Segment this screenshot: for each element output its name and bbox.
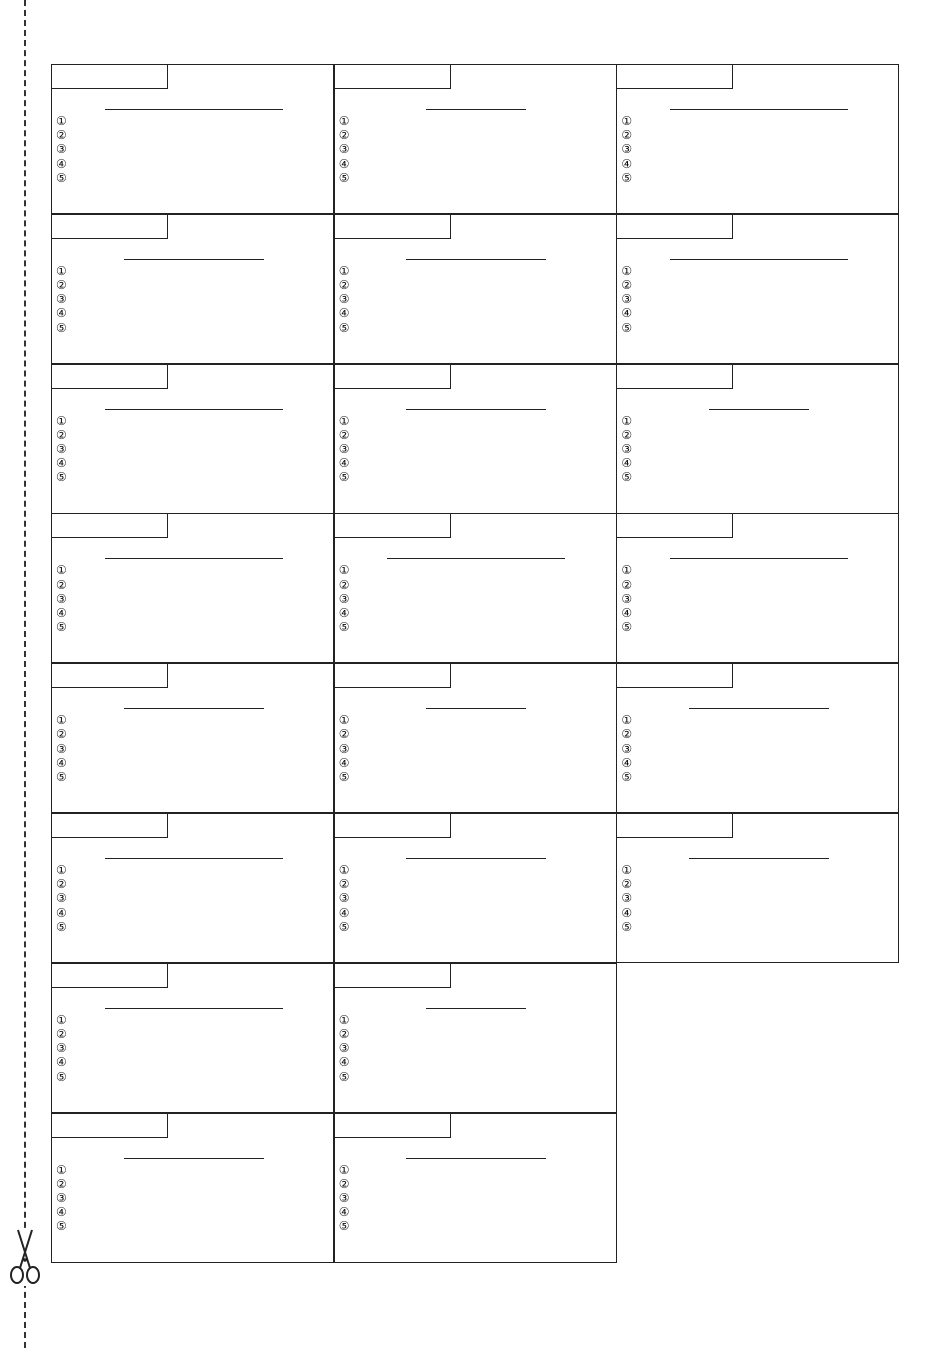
option-marker: ② xyxy=(338,128,350,143)
option-marker: ② xyxy=(338,1026,350,1041)
option-marker: ① xyxy=(56,413,67,428)
option-marker: ④ xyxy=(338,755,350,770)
option-marker: ⑤ xyxy=(621,620,633,635)
option-marker: ④ xyxy=(338,456,350,471)
title-underline xyxy=(105,409,283,410)
option-marker: ② xyxy=(338,877,350,892)
title-underline xyxy=(709,409,809,410)
title-underline xyxy=(124,259,264,260)
option-marker: ③ xyxy=(338,292,350,307)
option-marker: ④ xyxy=(56,755,67,770)
title-underline xyxy=(124,708,264,709)
answer-card xyxy=(51,513,334,663)
option-marker: ⑤ xyxy=(338,1069,350,1084)
option-marker: ⑤ xyxy=(621,170,633,185)
answer-card xyxy=(334,364,617,514)
answer-card xyxy=(51,364,334,514)
title-underline xyxy=(105,858,283,859)
number-box xyxy=(335,215,451,239)
option-marker: ② xyxy=(338,1176,350,1191)
option-marker: ① xyxy=(56,1162,67,1177)
scissors-icon xyxy=(8,1228,42,1286)
option-marker: ④ xyxy=(56,1205,67,1220)
option-marker: ② xyxy=(621,427,633,442)
option-marker: ⑤ xyxy=(621,320,633,335)
option-marker: ② xyxy=(56,1176,67,1191)
option-marker: ② xyxy=(56,877,67,892)
option-marker: ④ xyxy=(56,605,67,620)
option-marker: ④ xyxy=(621,755,633,770)
option-marker: ② xyxy=(621,877,633,892)
option-marker: ③ xyxy=(56,891,67,906)
title-underline xyxy=(406,858,546,859)
option-list xyxy=(56,1013,67,1084)
answer-card xyxy=(616,663,899,813)
option-list xyxy=(56,414,67,485)
option-marker: ③ xyxy=(56,142,67,157)
option-marker: ⑤ xyxy=(621,769,633,784)
number-box xyxy=(617,514,733,538)
number-box xyxy=(52,365,168,389)
number-box xyxy=(335,964,451,988)
option-marker: ④ xyxy=(56,156,67,171)
option-list xyxy=(621,264,632,335)
answer-card xyxy=(334,214,617,364)
title-underline xyxy=(105,1008,283,1009)
option-marker: ① xyxy=(338,1162,350,1177)
number-box xyxy=(52,664,168,688)
option-marker: ① xyxy=(56,263,67,278)
answer-card xyxy=(51,1113,334,1263)
option-marker: ⑤ xyxy=(338,470,350,485)
option-marker: ① xyxy=(338,114,350,128)
option-list xyxy=(56,114,67,185)
title-underline xyxy=(387,558,565,559)
answer-card xyxy=(51,64,334,214)
title-underline xyxy=(426,1008,526,1009)
title-underline xyxy=(426,109,526,110)
option-marker: ① xyxy=(338,863,350,877)
number-box xyxy=(52,814,168,838)
answer-card xyxy=(51,214,334,364)
answer-card-grid xyxy=(51,64,899,1262)
option-marker: ④ xyxy=(56,1055,67,1070)
option-marker: ② xyxy=(56,577,67,592)
number-box xyxy=(335,1114,451,1138)
option-marker: ③ xyxy=(338,591,350,606)
answer-card xyxy=(334,64,617,214)
option-marker: ⑤ xyxy=(56,919,67,934)
option-marker: ③ xyxy=(338,741,350,756)
option-marker: ⑤ xyxy=(621,470,633,485)
option-marker: ① xyxy=(621,263,633,278)
title-underline xyxy=(670,558,848,559)
option-list xyxy=(56,863,67,934)
option-marker: ① xyxy=(621,863,633,877)
option-marker: ⑤ xyxy=(56,1069,67,1084)
option-list xyxy=(339,713,350,784)
option-marker: ④ xyxy=(621,905,633,920)
title-underline xyxy=(670,259,848,260)
option-marker: ① xyxy=(338,713,350,728)
number-box xyxy=(52,964,168,988)
option-marker: ② xyxy=(621,727,633,742)
option-marker: ③ xyxy=(56,591,67,606)
option-marker: ② xyxy=(621,577,633,592)
number-box xyxy=(335,664,451,688)
cut-line xyxy=(24,0,26,1348)
option-marker: ③ xyxy=(56,441,67,456)
option-marker: ③ xyxy=(56,292,67,307)
option-marker: ④ xyxy=(338,905,350,920)
option-marker: ③ xyxy=(56,741,67,756)
option-list xyxy=(339,414,350,485)
title-underline xyxy=(426,708,526,709)
option-marker: ③ xyxy=(338,891,350,906)
option-marker: ① xyxy=(56,1012,67,1027)
answer-card xyxy=(616,364,899,514)
number-box xyxy=(335,65,451,89)
number-box xyxy=(335,814,451,838)
option-marker: ④ xyxy=(338,156,350,171)
title-underline xyxy=(689,708,829,709)
option-marker: ② xyxy=(338,427,350,442)
answer-card xyxy=(616,214,899,364)
answer-card xyxy=(334,663,617,813)
option-list xyxy=(339,264,350,335)
option-marker: ① xyxy=(338,1012,350,1027)
option-marker: ① xyxy=(621,563,633,578)
option-marker: ① xyxy=(56,713,67,728)
answer-card xyxy=(51,813,334,963)
option-marker: ⑤ xyxy=(56,620,67,635)
number-box xyxy=(52,65,168,89)
number-box xyxy=(52,215,168,239)
option-list xyxy=(56,264,67,335)
option-marker: ⑤ xyxy=(338,170,350,185)
option-marker: ② xyxy=(621,128,633,143)
option-marker: ③ xyxy=(338,441,350,456)
option-marker: ③ xyxy=(338,142,350,157)
answer-card xyxy=(616,813,899,963)
option-marker: ① xyxy=(56,863,67,877)
number-box xyxy=(617,65,733,89)
option-marker: ③ xyxy=(338,1041,350,1056)
option-marker: ② xyxy=(621,277,633,292)
option-marker: ③ xyxy=(56,1041,67,1056)
option-marker: ③ xyxy=(621,741,633,756)
option-marker: ⑤ xyxy=(338,769,350,784)
number-box xyxy=(335,365,451,389)
option-list xyxy=(339,1163,350,1234)
title-underline xyxy=(406,1158,546,1159)
option-list xyxy=(621,114,632,185)
answer-card xyxy=(51,963,334,1113)
option-marker: ① xyxy=(56,114,67,128)
option-list xyxy=(56,1163,67,1234)
option-marker: ① xyxy=(338,263,350,278)
option-marker: ④ xyxy=(338,306,350,321)
option-marker: ③ xyxy=(56,1190,67,1205)
option-list xyxy=(621,563,632,634)
option-marker: ① xyxy=(621,413,633,428)
option-marker: ④ xyxy=(621,456,633,471)
option-marker: ③ xyxy=(621,142,633,157)
answer-card xyxy=(334,813,617,963)
option-marker: ⑤ xyxy=(338,919,350,934)
option-marker: ③ xyxy=(621,891,633,906)
option-marker: ① xyxy=(56,563,67,578)
option-list xyxy=(339,563,350,634)
option-marker: ④ xyxy=(621,605,633,620)
title-underline xyxy=(105,558,283,559)
option-marker: ⑤ xyxy=(338,620,350,635)
option-list xyxy=(339,863,350,934)
option-marker: ④ xyxy=(56,905,67,920)
option-marker: ② xyxy=(56,427,67,442)
title-underline xyxy=(105,109,283,110)
option-marker: ① xyxy=(338,413,350,428)
number-box xyxy=(52,1114,168,1138)
option-marker: ⑤ xyxy=(56,320,67,335)
title-underline xyxy=(124,1158,264,1159)
number-box xyxy=(617,814,733,838)
option-marker: ② xyxy=(56,1026,67,1041)
option-marker: ⑤ xyxy=(338,320,350,335)
option-marker: ④ xyxy=(338,1205,350,1220)
option-list xyxy=(621,414,632,485)
option-list xyxy=(621,863,632,934)
option-marker: ④ xyxy=(621,156,633,171)
answer-card xyxy=(334,1113,617,1263)
option-marker: ① xyxy=(621,713,633,728)
option-marker: ② xyxy=(338,277,350,292)
title-underline xyxy=(689,858,829,859)
option-marker: ② xyxy=(56,727,67,742)
option-marker: ③ xyxy=(621,441,633,456)
number-box xyxy=(617,215,733,239)
answer-card xyxy=(334,963,617,1113)
option-marker: ④ xyxy=(338,1055,350,1070)
option-marker: ⑤ xyxy=(56,1219,67,1234)
option-marker: ④ xyxy=(56,456,67,471)
number-box xyxy=(52,514,168,538)
answer-card xyxy=(616,513,899,663)
option-list xyxy=(56,713,67,784)
answer-card xyxy=(616,64,899,214)
option-marker: ⑤ xyxy=(56,470,67,485)
option-list xyxy=(56,563,67,634)
title-underline xyxy=(406,409,546,410)
option-marker: ④ xyxy=(56,306,67,321)
option-marker: ④ xyxy=(338,605,350,620)
option-marker: ⑤ xyxy=(56,170,67,185)
title-underline xyxy=(670,109,848,110)
number-box xyxy=(617,664,733,688)
option-list xyxy=(339,1013,350,1084)
option-marker: ⑤ xyxy=(56,769,67,784)
option-list xyxy=(339,114,350,185)
title-underline xyxy=(406,259,546,260)
option-marker: ② xyxy=(56,277,67,292)
option-marker: ③ xyxy=(621,591,633,606)
option-marker: ⑤ xyxy=(621,919,633,934)
option-marker: ② xyxy=(338,727,350,742)
number-box xyxy=(617,365,733,389)
option-marker: ③ xyxy=(338,1190,350,1205)
number-box xyxy=(335,514,451,538)
answer-card xyxy=(51,663,334,813)
option-marker: ② xyxy=(56,128,67,143)
option-marker: ① xyxy=(621,114,633,128)
option-marker: ② xyxy=(338,577,350,592)
option-marker: ① xyxy=(338,563,350,578)
option-marker: ④ xyxy=(621,306,633,321)
option-list xyxy=(621,713,632,784)
answer-card xyxy=(334,513,617,663)
option-marker: ⑤ xyxy=(338,1219,350,1234)
option-marker: ③ xyxy=(621,292,633,307)
